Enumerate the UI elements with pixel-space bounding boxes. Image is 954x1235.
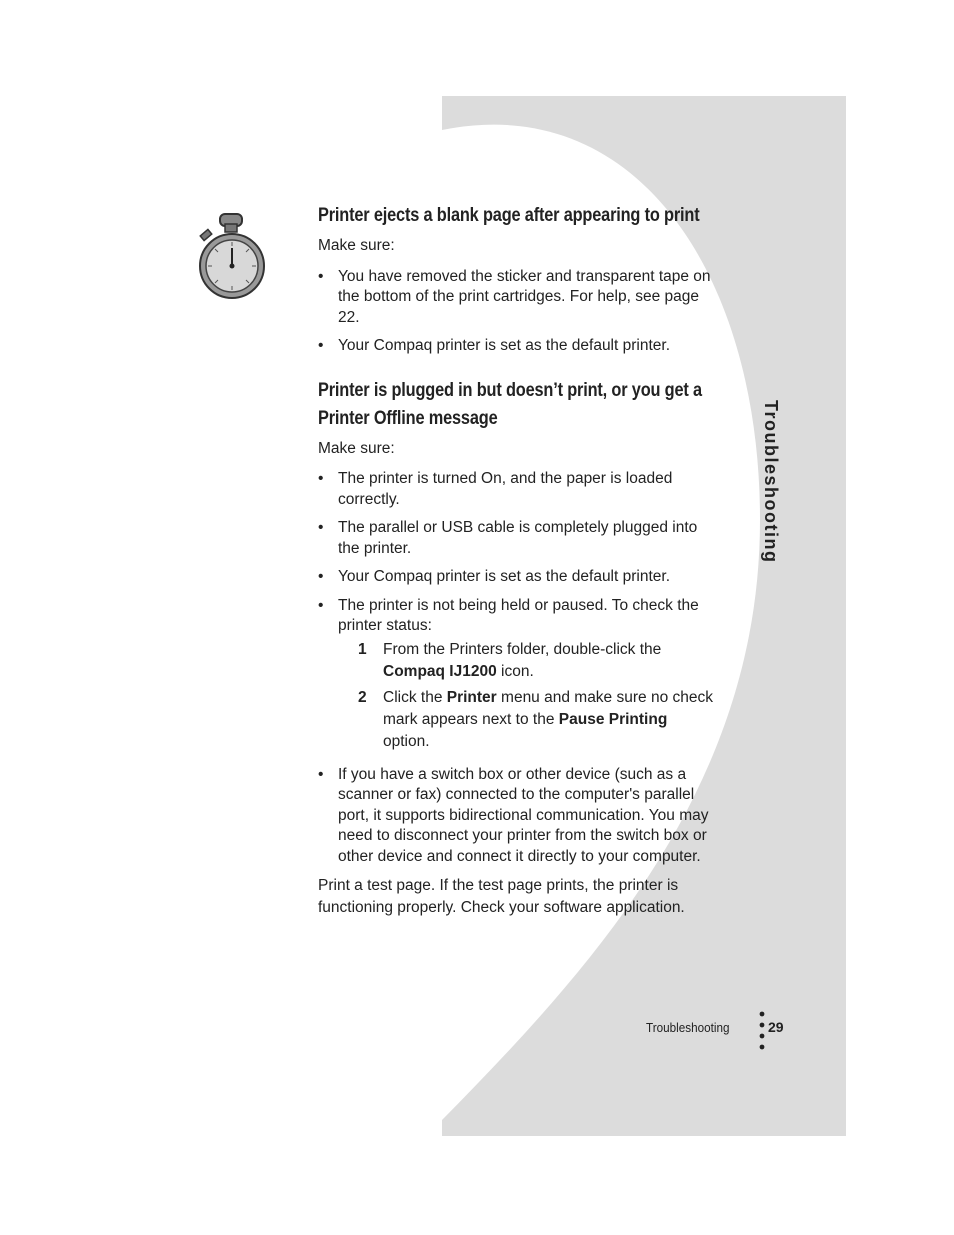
bullet-list bbox=[318, 267, 718, 357]
closing-paragraph: Print a test page. If the test page prints, the printer is functioning properly. Check your software application. bbox=[318, 877, 685, 916]
section-heading-offline-line2: Printer Offline message bbox=[318, 407, 498, 429]
menu-name: Printer bbox=[446, 688, 497, 706]
list-item: • You have removed the sticker and transparent tape on the bottom of the print cartridges. For help, see page 22. bbox=[318, 267, 711, 326]
bullet: • bbox=[318, 337, 324, 354]
page-number: 29 bbox=[768, 1019, 784, 1035]
section-heading-offline-line1: Printer is plugged in but doesn’t print, or you get a bbox=[318, 379, 702, 401]
app-name: Compaq IJ1200 bbox=[383, 662, 497, 680]
make-sure-label: Make sure: bbox=[318, 237, 395, 254]
bullet: • bbox=[318, 267, 324, 285]
step-number: 2 bbox=[358, 688, 367, 706]
side-tab-label: Troubleshooting bbox=[761, 400, 781, 564]
section-heading-blank-page: Printer ejects a blank page after appearing to print bbox=[318, 205, 700, 226]
step-item: 2 Click the Printer menu and make sure no check mark appears next to the Pause Printing option. bbox=[358, 688, 713, 750]
stopwatch-icon bbox=[196, 210, 268, 302]
numbered-steps bbox=[358, 639, 718, 753]
step-number: 1 bbox=[358, 640, 367, 658]
option-name: Pause Printing bbox=[558, 710, 668, 728]
list-item: • The printer is not being held or paused. To check the printer status: 1 From the Printers folder, double-click the Compaq IJ1200 icon. 2 Click the Printer menu and make sure no check mark appears next to the Pause Printing option. bbox=[318, 596, 718, 753]
bullet: • bbox=[318, 568, 324, 585]
list-item: • The printer is turned On, and the paper is loaded correctly. bbox=[318, 470, 673, 508]
list-item: • Your Compaq printer is set as the default printer. bbox=[318, 336, 718, 357]
list-item: • The parallel or USB cable is completely plugged into the printer. bbox=[318, 519, 698, 557]
footer-section-label: Troubleshooting bbox=[646, 1020, 730, 1035]
section-printer-offline bbox=[318, 377, 718, 920]
bullet: • bbox=[318, 519, 324, 536]
bullet: • bbox=[318, 470, 324, 487]
main-content bbox=[318, 202, 718, 919]
bullet-list bbox=[318, 469, 718, 867]
bullet: • bbox=[318, 765, 324, 783]
bullet: • bbox=[318, 596, 324, 614]
list-item: • If you have a switch box or other device (such as a scanner or fax) connected to the computer's parallel port, it supports bidirectional communication. You may need to disconnect your printer from the switch box or other device and connect it directly to your computer. bbox=[318, 765, 709, 865]
make-sure-label: Make sure: bbox=[318, 439, 395, 457]
list-item: • Your Compaq printer is set as the default printer. bbox=[318, 567, 718, 588]
dots-ornament bbox=[757, 1010, 767, 1052]
step-item: 1 From the Printers folder, double-click the Compaq IJ1200 icon. bbox=[358, 640, 662, 680]
